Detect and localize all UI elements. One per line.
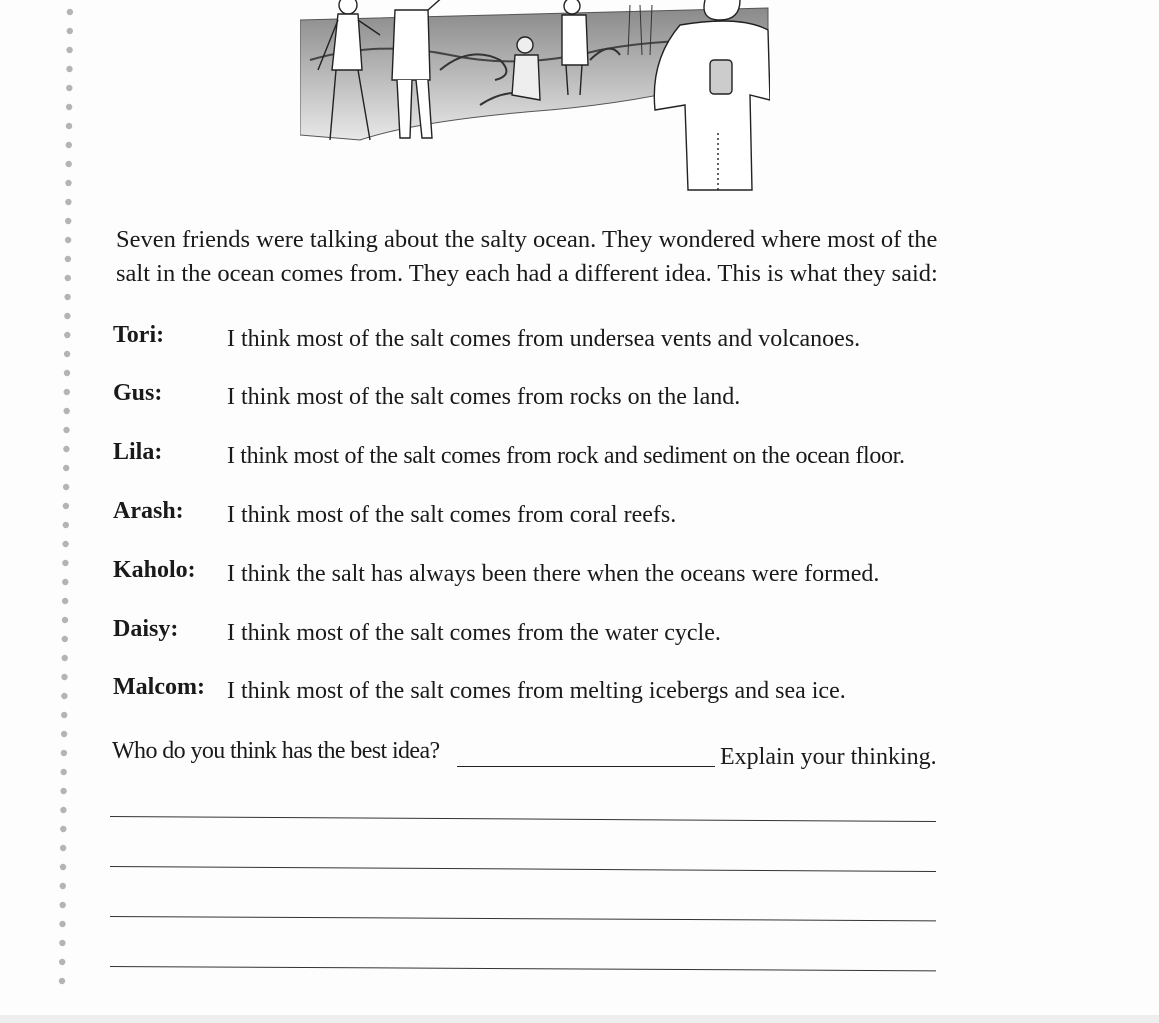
speaker-quote: I think most of the salt comes from undersea vents and volcanoes. [227,326,861,352]
binder-hole-dot [59,978,65,984]
idea-row-lila [113,439,973,473]
idea-row-arash [113,498,973,532]
binder-hole-dot [63,427,69,433]
scan-bottom-edge [0,1015,1159,1023]
speaker-name: Gus: [113,380,163,406]
binder-hole-dot [63,484,69,490]
binder-hole-dot [64,389,70,395]
binder-hole-dot [63,522,69,528]
writing-line-3[interactable] [110,916,936,921]
binder-hole-dot [61,769,67,775]
speaker-name: Kaholo: [113,557,196,583]
speaker-quote: I think most of the salt comes from coral reefs. [227,502,677,528]
binder-hole-dot [64,332,70,338]
speaker-quote: I think most of the salt comes from rock and sediment on the ocean floor. [227,443,905,469]
binder-hole-dot [65,180,71,186]
binder-hole-dot [60,883,66,889]
binder-hole-dot [59,940,65,946]
speaker-name: Arash: [113,498,184,524]
binder-hole-dot [62,617,68,623]
speaker-quote: I think most of the salt comes from the water cycle. [227,620,721,646]
intro-line-1: Seven friends were talking about the salty ocean. They wondered where most of the [116,226,938,253]
binder-hole-dot [65,237,71,243]
binder-hole-dot [60,826,66,832]
binder-hole-dot [60,845,66,851]
best-idea-answer-blank[interactable] [457,766,715,767]
binder-hole-dot [62,560,68,566]
speaker-name: Lila: [113,439,163,465]
binder-hole-dot [65,256,71,262]
writing-line-4[interactable] [110,966,936,971]
binder-hole-dot [61,674,67,680]
question-prompt: Who do you think has the best idea? [112,738,440,764]
binder-hole-dot [64,351,70,357]
binder-hole-dot [66,85,72,91]
binder-hole-dot [63,503,69,509]
writing-line-1[interactable] [110,816,936,822]
idea-row-malcom [113,674,973,708]
binder-hole-dot [64,313,70,319]
writing-line-2[interactable] [110,866,936,872]
binder-hole-dot [62,579,68,585]
binder-hole-dot [60,807,66,813]
binder-hole-dot [60,788,66,794]
speaker-quote: I think most of the salt comes from melting icebergs and sea ice. [227,678,846,704]
binder-hole-dot [62,541,68,547]
intro-paragraph [116,223,956,291]
idea-row-daisy [113,616,973,650]
idea-row-gus [113,380,973,414]
explain-prompt: Explain your thinking. [720,744,937,770]
binder-hole-dot [67,9,73,15]
speaker-name: Tori: [113,322,165,348]
binder-hole-dot [65,199,71,205]
binder-hole-dot [64,408,70,414]
best-idea-question [112,738,952,778]
beach-friends-illustration-icon [300,0,770,195]
binder-hole-dot [62,636,68,642]
binder-hole-dot [61,712,67,718]
binder-hole-dot [59,959,65,965]
binder-hole-dot [60,902,66,908]
binder-hole-dot [63,446,69,452]
binder-hole-dot [63,465,69,471]
speaker-name: Malcom: [113,674,205,700]
speaker-quote: I think most of the salt comes from rocks on the land. [227,384,741,410]
binder-hole-dot [64,370,70,376]
binder-hole-dot [61,750,67,756]
binder-hole-dot [65,218,71,224]
binder-hole-dot [67,28,73,34]
binder-hole-dot [66,142,72,148]
intro-line-2: salt in the ocean comes from. They each had a different idea. This is what they said: [116,260,938,287]
binder-hole-dot [60,864,66,870]
binder-hole-dot [62,655,68,661]
binder-hole-margin [56,2,76,987]
binder-hole-dot [64,294,70,300]
binder-hole-dot [59,921,65,927]
binder-hole-dot [66,123,72,129]
binder-hole-dot [66,47,72,53]
idea-row-kaholo [113,557,973,591]
binder-hole-dot [66,104,72,110]
idea-row-tori [113,322,973,356]
binder-hole-dot [62,598,68,604]
binder-hole-dot [66,66,72,72]
binder-hole-dot [61,693,67,699]
binder-hole-dot [66,161,72,167]
binder-hole-dot [61,731,67,737]
speaker-quote: I think the salt has always been there when the oceans were formed. [227,561,880,587]
binder-hole-dot [65,275,71,281]
speaker-name: Daisy: [113,616,179,642]
